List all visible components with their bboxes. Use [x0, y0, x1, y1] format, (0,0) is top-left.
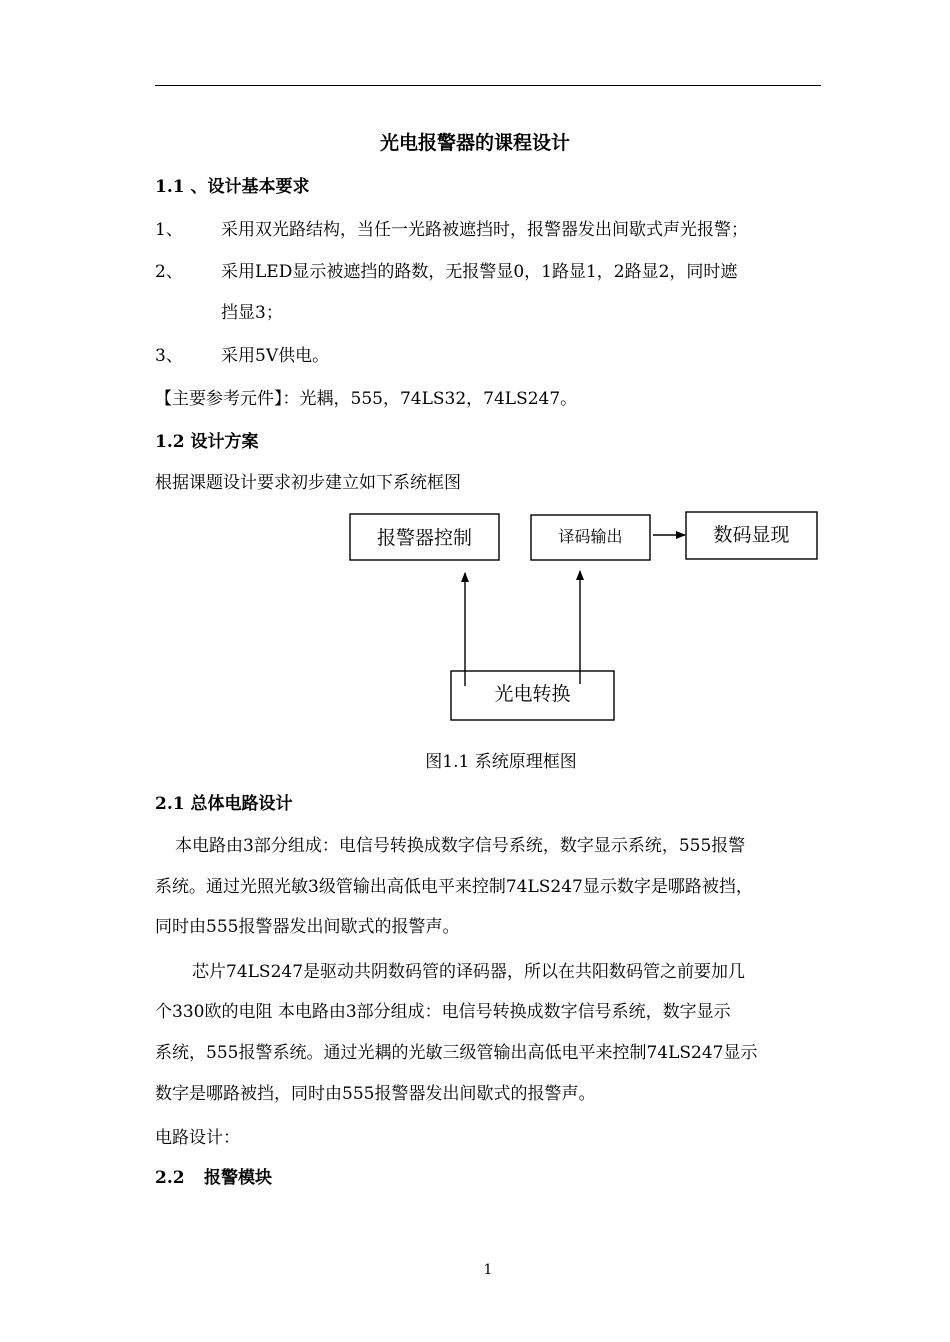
section-2-1-heading: 2.1 总体电路设计 — [155, 794, 293, 814]
list-item-text-continued: 挡显3； — [221, 303, 283, 323]
paragraph-line: 同时由555报警器发出间歇式的报警声。 — [155, 917, 460, 937]
list-item-text: 采用5V供电。 — [221, 346, 330, 366]
figure-caption: 图1.1 系统原理框图 — [425, 752, 577, 772]
page-number: 1 — [483, 1262, 493, 1278]
section-1-2-heading: 1.2 设计方案 — [155, 432, 259, 452]
list-item-number: 3、 — [155, 346, 183, 366]
photo-conversion-label: 光电转换 — [494, 683, 571, 705]
list-item-number: 2、 — [155, 262, 183, 282]
paragraph-line: 芯片74LS247是驱动共阴数码管的译码器，所以在共阳数码管之前要加几 — [192, 962, 746, 982]
circuit-design-label: 电路设计： — [155, 1128, 240, 1148]
paragraph-line: 系统。通过光照光敏3级管输出高低电平来控制74LS247显示数字是哪路被挡， — [155, 877, 753, 897]
diagram-intro: 根据课题设计要求初步建立如下系统框图 — [155, 473, 461, 493]
list-item-number: 1、 — [155, 220, 183, 240]
list-item-text: 采用双光路结构，当任一光路被遮挡时，报警器发出间歇式声光报警； — [221, 220, 748, 240]
list-item-text: 采用LED显示被遮挡的路数，无报警显0，1路显1，2路显2，同时遮 — [221, 262, 738, 282]
reference-components: 【主要参考元件】：光耦，555，74LS32，74LS247。 — [155, 389, 578, 409]
section-2-2-title: 报警模块 — [204, 1168, 272, 1188]
decoder-output-label: 译码输出 — [558, 527, 623, 546]
paragraph-line: 个330欧的电阻 本电路由3部分组成：电信号转换成数字信号系统，数字显示 — [155, 1002, 731, 1022]
digital-display-label: 数码显现 — [713, 524, 790, 546]
section-2-2-number: 2.2 — [155, 1168, 185, 1188]
paragraph-line: 本电路由3部分组成：电信号转换成数字信号系统，数字显示系统，555报警 — [175, 836, 746, 856]
alarm-control-label: 报警器控制 — [376, 527, 473, 549]
paragraph-line: 系统，555报警系统。通过光耦的光敏三级管输出高低电平来控制74LS247显示 — [155, 1043, 758, 1063]
paragraph-line: 数字是哪路被挡，同时由555报警器发出间歇式的报警声。 — [155, 1084, 596, 1104]
section-1-1-heading: 1.1 、设计基本要求 — [155, 177, 310, 197]
document-title: 光电报警器的课程设计 — [379, 132, 570, 154]
